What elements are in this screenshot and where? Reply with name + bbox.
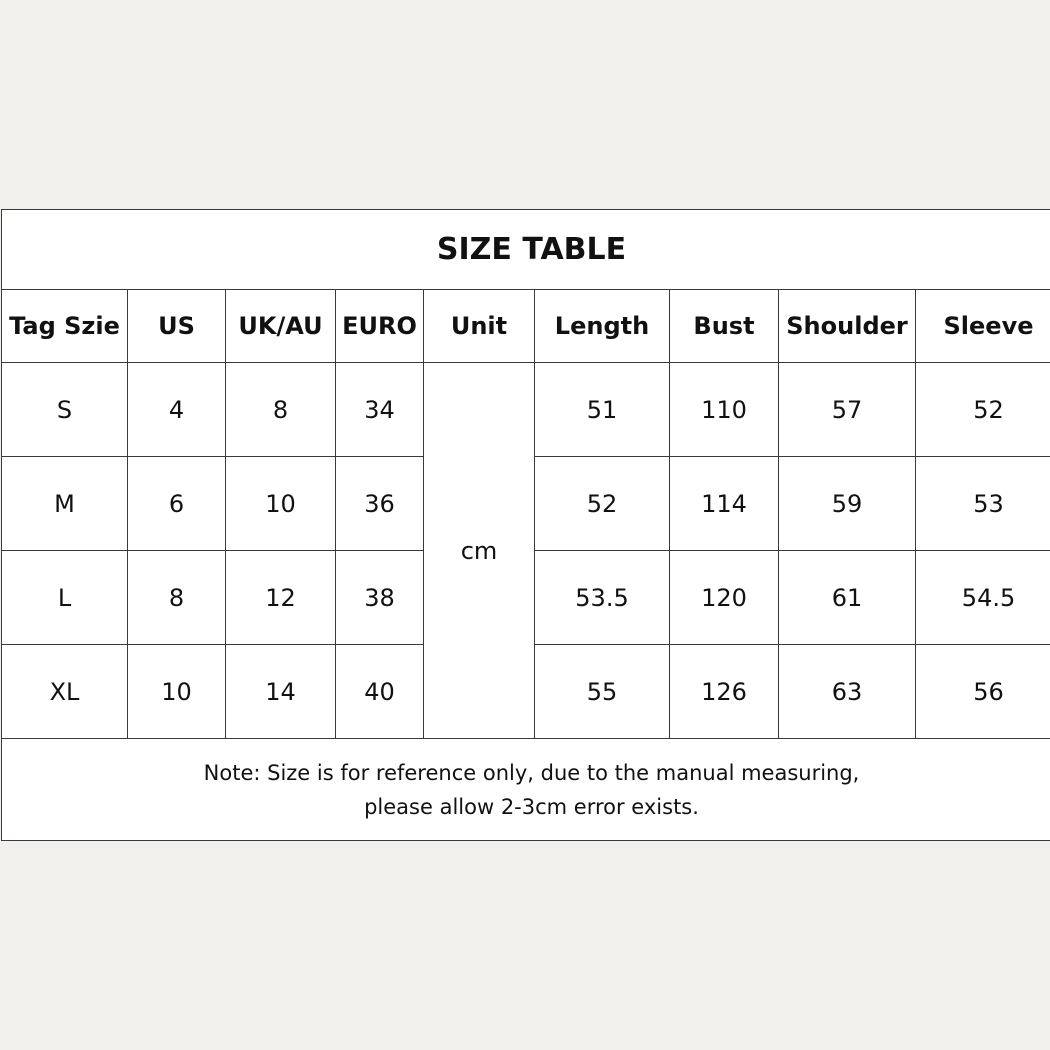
cell-tag: XL: [2, 645, 128, 739]
cell-bust: 114: [670, 457, 779, 551]
cell-us: 10: [128, 645, 226, 739]
cell-length: 53.5: [535, 551, 670, 645]
cell-unit: cm: [424, 363, 535, 739]
cell-tag: M: [2, 457, 128, 551]
cell-bust: 126: [670, 645, 779, 739]
cell-us: 4: [128, 363, 226, 457]
cell-euro: 34: [336, 363, 424, 457]
cell-uk-au: 12: [226, 551, 336, 645]
cell-length: 52: [535, 457, 670, 551]
note-line-2: please allow 2-3cm error exists.: [364, 794, 699, 819]
cell-sleeve: 52: [916, 363, 1050, 457]
cell-uk-au: 14: [226, 645, 336, 739]
cell-sleeve: 53: [916, 457, 1050, 551]
header-length: Length: [535, 290, 670, 363]
note-line-1: Note: Size is for reference only, due to the manual measuring,: [203, 760, 860, 785]
note-row: [2, 739, 1050, 841]
cell-shoulder: 63: [779, 645, 916, 739]
header-unit: Unit: [424, 290, 535, 363]
cell-euro: 38: [336, 551, 424, 645]
cell-euro: 36: [336, 457, 424, 551]
header-sleeve: Sleeve: [916, 290, 1050, 363]
size-note: [2, 739, 1050, 841]
header-uk-au: UK/AU: [226, 290, 336, 363]
table-row: [2, 363, 1050, 457]
cell-shoulder: 59: [779, 457, 916, 551]
cell-sleeve: 56: [916, 645, 1050, 739]
cell-length: 51: [535, 363, 670, 457]
cell-bust: 110: [670, 363, 779, 457]
header-euro: EURO: [336, 290, 424, 363]
cell-sleeve: 54.5: [916, 551, 1050, 645]
cell-us: 6: [128, 457, 226, 551]
header-shoulder: Shoulder: [779, 290, 916, 363]
cell-euro: 40: [336, 645, 424, 739]
cell-shoulder: 61: [779, 551, 916, 645]
cell-uk-au: 8: [226, 363, 336, 457]
cell-length: 55: [535, 645, 670, 739]
header-tag-size: Tag Szie: [2, 290, 128, 363]
cell-shoulder: 57: [779, 363, 916, 457]
header-bust: Bust: [670, 290, 779, 363]
cell-tag: L: [2, 551, 128, 645]
cell-uk-au: 10: [226, 457, 336, 551]
cell-tag: S: [2, 363, 128, 457]
size-table: [1, 209, 1050, 841]
title-row: [2, 210, 1050, 290]
cell-us: 8: [128, 551, 226, 645]
cell-bust: 120: [670, 551, 779, 645]
table-title: SIZE TABLE: [2, 210, 1050, 290]
header-row: [2, 290, 1050, 363]
header-us: US: [128, 290, 226, 363]
